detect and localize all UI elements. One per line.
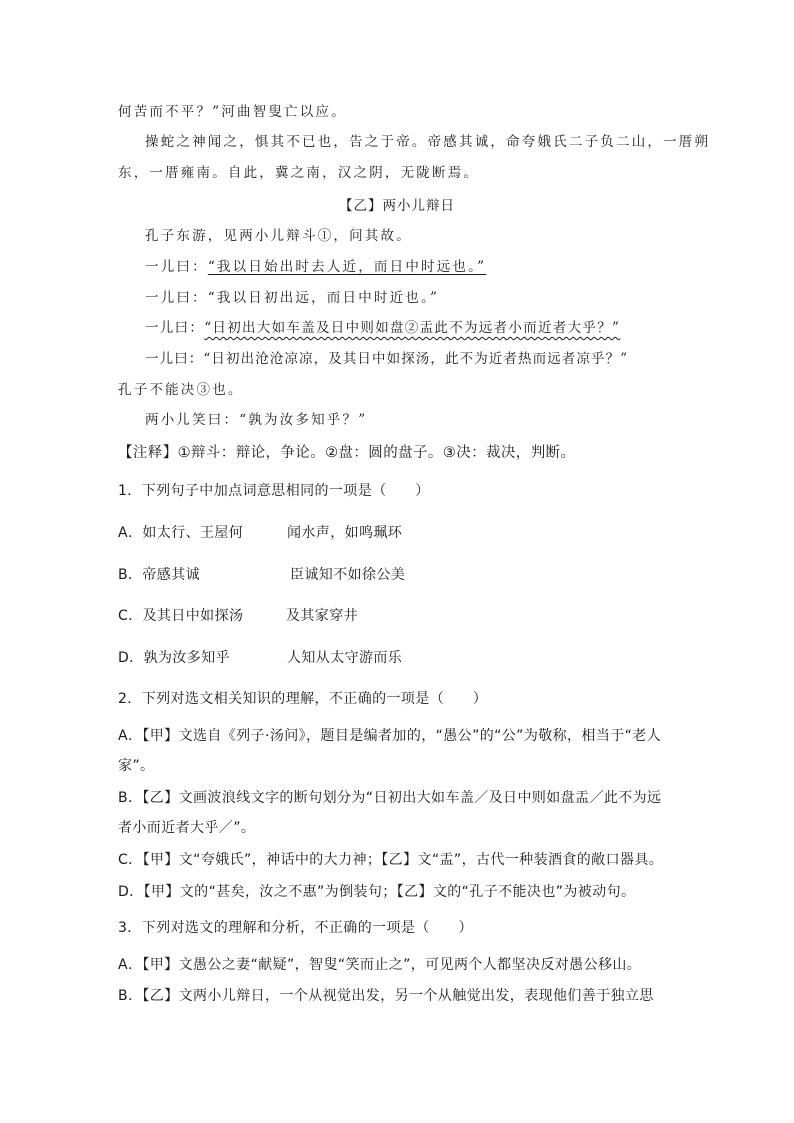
option-left-text: 帝感其诚 [142,567,201,583]
dialogue-line: 一儿曰：“日初出沧沧凉凉，及其日中如探汤，此不为近者热而远者凉乎？” [145,351,629,367]
q2-option-a-cont: 家”。 [118,758,155,774]
dialogue-speaker: 一儿曰： [145,259,208,275]
q1-option-b [118,568,200,582]
dialogue-line [145,261,486,275]
q1-option-a-right: 闻水声，如鸣珮环 [287,525,403,541]
q1-option-d [118,651,230,665]
q1-option-c-right: 及其家穿井 [286,608,358,624]
q2-option-c: C．【甲】文“夸娥氏”，神话中的大力神；【乙】文“盂”，古代一种装酒食的敞口器具。 [118,852,664,868]
option-label: C． [118,608,143,624]
passage-line: 何苦而不平？”河曲智叟亡以应。 [118,104,347,120]
option-left-text: 及其日中如探汤 [142,608,244,624]
q2-option-b-cont: 者小而近者大乎／”。 [118,820,256,836]
dialogue-line: 一儿曰：“我以日初出远，而日中时近也。” [145,290,440,306]
question-2-stem: 2．下列对选文相关知识的理解，不正确的一项是（ ） [118,691,488,707]
option-label: B． [118,567,143,583]
passage-line: 孔子不能决③也。 [118,382,244,398]
q2-option-a: A．【甲】文选自《列子·汤问》，题目是编者加的，“愚公”的“公”为敬称，相当于“老人 [118,728,662,744]
q1-option-a [118,526,243,540]
q2-option-b: B．【乙】文画波浪线文字的断句划分为“日初出大如车盖／及日中则如盘盂／此不为远 [118,790,662,806]
question-1-stem: 1．下列句子中加点词意思相同的一项是（ ） [118,483,430,499]
passage-line: 东，一厝雍南。自此，冀之南，汉之阴，无陇断焉。 [118,165,480,181]
option-left-text: 孰为汝多知乎 [143,650,230,666]
q1-option-d-right: 人知从太守游而乐 [287,650,403,666]
q3-option-b: B．【乙】文两小儿辩日，一个从视觉出发，另一个从触觉出发，表现他们善于独立思 [118,988,654,1004]
question-3-stem: 3．下列对选文的理解和分析，不正确的一项是（ ） [118,920,473,936]
wavy-underlined-sentence: “日初出大如车盖及日中则如盘②盂此不为远者小而近者大乎？” [204,320,621,336]
passage-line: 操蛇之神闻之，惧其不已也，告之于帝。帝感其诚，命夸娥氏二子负二山，一厝朔 [145,134,711,150]
q3-option-a: A．【甲】文愚公之妻“献疑”，智叟“笑而止之”，可见两个人都坚决反对愚公移山。 [118,957,642,973]
underlined-sentence: “我以日始出时去人近，而日中时远也。” [207,259,487,275]
option-left-text: 如太行、王屋何 [142,525,244,541]
q1-option-b-right: 臣诚知不如徐公美 [290,567,406,583]
option-label: D． [118,650,144,666]
dialogue-line [145,322,620,336]
passage-line: 两小儿笑曰：“孰为汝多知乎？” [145,412,368,428]
passage-title: 【乙】两小儿辩日 [339,198,455,214]
q1-option-c [118,609,243,623]
option-label: A． [118,525,143,541]
dialogue-speaker: 一儿曰： [145,320,205,336]
annotation-note: 【注释】①辩斗：辩论，争论。②盘：圆的盘子。③决：裁决，判断。 [118,445,576,461]
passage-line: 孔子东游，见两小儿辩斗①，问其故。 [145,228,412,244]
q2-option-d: D．【甲】文的“甚矣，汝之不惠”为倒装句；【乙】文的“孔子不能决也”为被动句。 [118,884,636,900]
